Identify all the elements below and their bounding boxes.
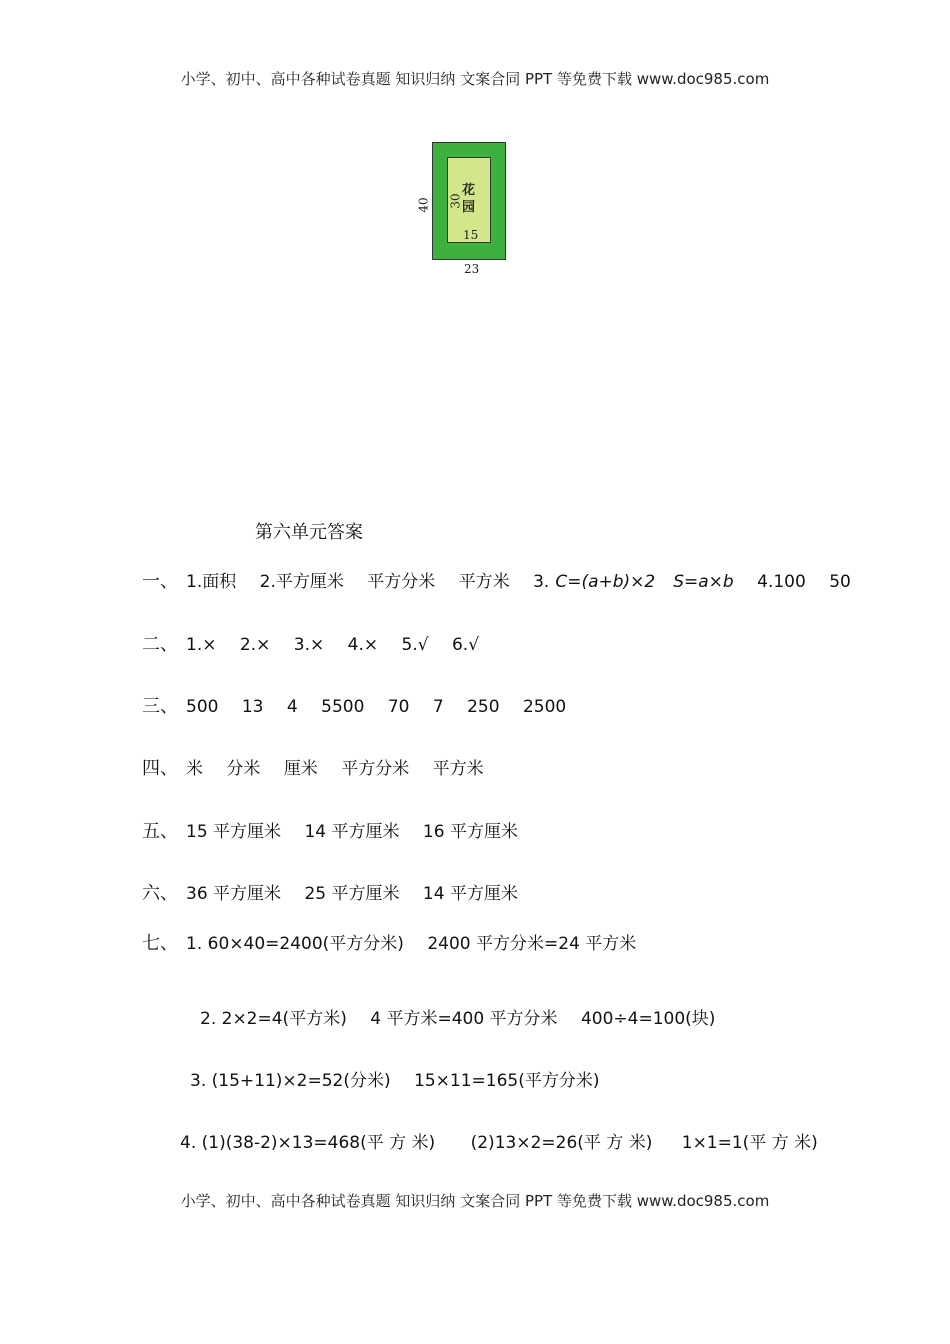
- answer-item: 36 平方厘米: [186, 884, 282, 904]
- answer-item: 25 平方厘米: [304, 884, 400, 904]
- page-header: 小学、初中、高中各种试卷真题 知识归纳 文案合同 PPT 等免费下载 www.doc985.com: [180, 70, 770, 88]
- section-number: 四、: [142, 758, 178, 779]
- answer-item: 1. 60×40=2400(平方分米): [186, 934, 404, 954]
- answer-item: 400÷4=100(块): [580, 1009, 716, 1029]
- answer-item: 2400 平方分米=24 平方米: [427, 934, 637, 954]
- answer-item: 15×11=165(平方分米): [414, 1071, 600, 1091]
- answer-item: 2. 2×2=4(平方米): [200, 1009, 347, 1029]
- area-formula: S=a×b: [673, 572, 734, 592]
- garden-figure: [432, 142, 506, 260]
- answer-item: 2.平方厘米: [259, 572, 344, 592]
- answer-item: 16 平方厘米: [422, 822, 518, 842]
- garden-label: 花 园: [462, 183, 476, 215]
- answer-item: 米: [186, 759, 203, 779]
- answer-section-3: [142, 692, 584, 718]
- answer-item: (2)13×2=26(平 方 米): [470, 1133, 653, 1153]
- answer-item: 1×1=1(平 方 米): [681, 1133, 818, 1153]
- answer-item: 50: [829, 572, 851, 592]
- outer-width-label: 23: [464, 262, 480, 276]
- answer-item: 分米: [226, 759, 261, 779]
- answer-item: 14 平方厘米: [304, 822, 400, 842]
- answer-item: 500: [186, 697, 219, 717]
- answer-section-1: [142, 567, 869, 593]
- answer-item: 250: [467, 697, 500, 717]
- inner-width-label: 15: [463, 228, 479, 242]
- answer-section-6: [142, 879, 536, 905]
- answer-item: 4.×: [347, 635, 379, 655]
- answer-item: 4. (1)(38-2)×13=468(平 方 米): [180, 1133, 436, 1153]
- answer-section-7-line-2: [200, 1004, 733, 1029]
- answer-item: 70: [387, 697, 410, 717]
- answer-item: 厘米: [283, 759, 318, 779]
- answer-item: 2.×: [239, 635, 271, 655]
- garden-inner-rect: [447, 157, 491, 243]
- answer-section-7-line-4: [180, 1128, 836, 1153]
- section-number: 一、: [142, 571, 178, 592]
- answer-item: 1.×: [186, 635, 217, 655]
- answer-item: 7: [432, 697, 444, 717]
- page-title: 第六单元答案: [255, 522, 363, 543]
- answer-item: 平方分米: [341, 759, 410, 779]
- section-number: 二、: [142, 634, 178, 655]
- answer-section-7-line-3: [190, 1066, 617, 1091]
- answer-item: 4: [286, 697, 298, 717]
- answer-item: 3.×: [293, 635, 325, 655]
- answer-section-2: [142, 630, 497, 656]
- answer-item: 6.√: [451, 635, 480, 655]
- section-number: 三、: [142, 696, 178, 717]
- page-footer: 小学、初中、高中各种试卷真题 知识归纳 文案合同 PPT 等免费下载 www.doc985.com: [180, 1192, 770, 1210]
- answer-section-4: [142, 754, 502, 780]
- answer-item: 4.100: [757, 572, 806, 592]
- section-number: 六、: [142, 883, 178, 904]
- answer-item: 平方分米: [367, 572, 436, 592]
- inner-height-label: 30: [448, 193, 463, 209]
- answer-section-5: [142, 817, 536, 843]
- answer-item: 14 平方厘米: [422, 884, 518, 904]
- answer-item: 1.面积: [186, 572, 237, 592]
- answer-item: 平方米: [458, 572, 510, 592]
- outer-height-label: 40: [416, 197, 431, 213]
- answer-item: 平方米: [432, 759, 484, 779]
- section-number: 五、: [142, 821, 178, 842]
- answer-item: 3. (15+11)×2=52(分米): [190, 1071, 391, 1091]
- answer-section-7: [142, 929, 654, 955]
- answer-item: 15 平方厘米: [186, 822, 282, 842]
- answer-item: 13: [241, 697, 264, 717]
- answer-item: 5.√: [401, 635, 429, 655]
- perimeter-formula: C=(a+b)×2: [555, 572, 656, 592]
- answer-item: 2500: [522, 697, 567, 717]
- answer-item: 5500: [321, 697, 365, 717]
- answer-item: 3.: [533, 572, 550, 592]
- section-number: 七、: [142, 933, 178, 954]
- answer-item: 4 平方米=400 平方分米: [370, 1009, 558, 1029]
